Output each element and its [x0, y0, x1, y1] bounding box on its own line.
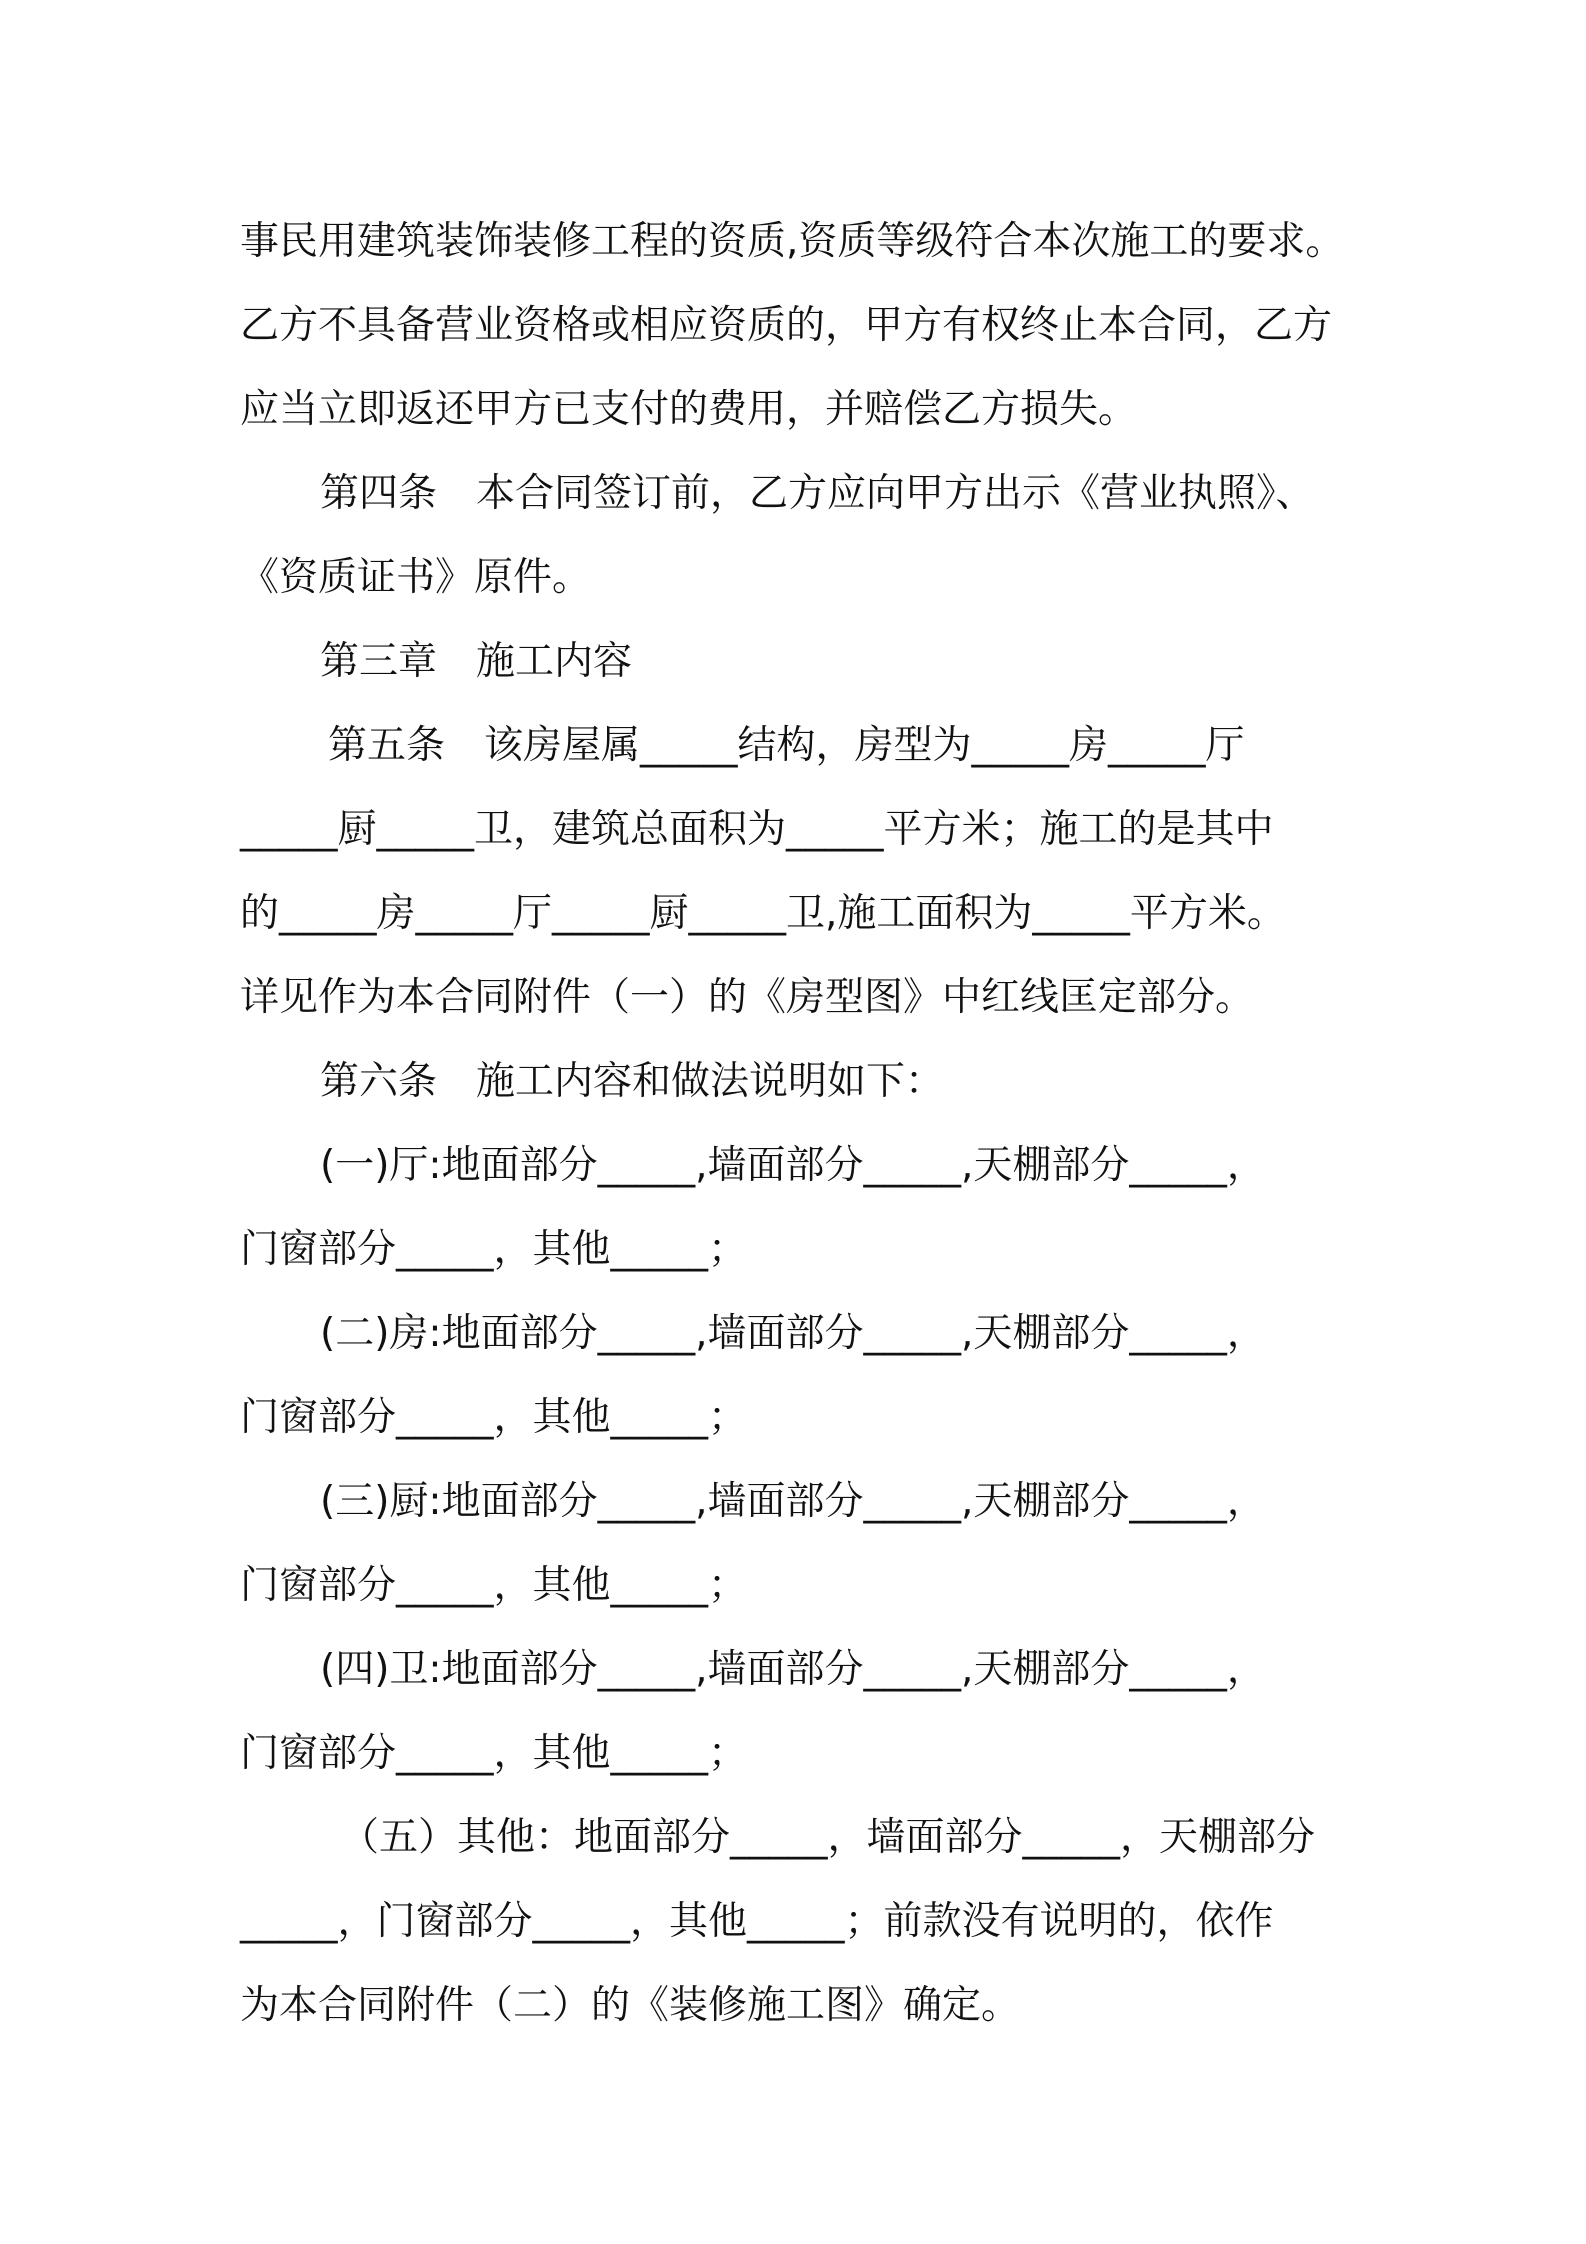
text-line: 门窗部分_____，其他_____； — [240, 1395, 748, 1440]
text-line: _____，门窗部分_____，其他_____；前款没有说明的，依作 — [240, 1899, 1274, 1944]
article-4-heading: 第四条 本合同签订前，乙方应向甲方出示《营业执照》、 — [320, 471, 1315, 516]
text-line: 门窗部分_____，其他_____； — [240, 1731, 748, 1776]
text-line: 事民用建筑装饰装修工程的资质,资质等级符合本次施工的要求。 — [240, 219, 1345, 264]
article-5-heading: 第五条 该房屋属_____结构，房型为_____房_____厅 — [328, 723, 1245, 768]
text-line: 《资质证书》原件。 — [240, 555, 592, 600]
item-hall: (一)厅:地面部分_____,墙面部分_____,天棚部分_____， — [320, 1143, 1266, 1188]
item-kitchen: (三)厨:地面部分_____,墙面部分_____,天棚部分_____， — [320, 1479, 1266, 1524]
text-line: 门窗部分_____，其他_____； — [240, 1227, 748, 1272]
text-line: 乙方不具备营业资格或相应资质的，甲方有权终止本合同，乙方 — [240, 303, 1333, 348]
item-other: （五）其他：地面部分_____，墙面部分_____，天棚部分 — [340, 1815, 1316, 1860]
text-line: _____厨_____卫，建筑总面积为_____平方米；施工的是其中 — [240, 807, 1274, 852]
contract-text — [240, 200, 1390, 2048]
article-6-heading: 第六条 施工内容和做法说明如下： — [320, 1059, 945, 1104]
text-line: 详见作为本合同附件（一）的《房型图》中红线匡定部分。 — [240, 975, 1255, 1020]
text-line: 的_____房_____厅_____厨_____卫,施工面积为_____平方米。 — [240, 891, 1286, 936]
text-line: 为本合同附件（二）的《装修施工图》确定。 — [240, 1983, 1021, 2028]
text-line: 门窗部分_____，其他_____； — [240, 1563, 748, 1608]
item-room: (二)房:地面部分_____,墙面部分_____,天棚部分_____， — [320, 1311, 1266, 1356]
item-bathroom: (四)卫:地面部分_____,墙面部分_____,天棚部分_____， — [320, 1647, 1266, 1692]
chapter-3-heading: 第三章 施工内容 — [320, 639, 633, 684]
text-line: 应当立即返还甲方已支付的费用，并赔偿乙方损失。 — [240, 387, 1138, 432]
